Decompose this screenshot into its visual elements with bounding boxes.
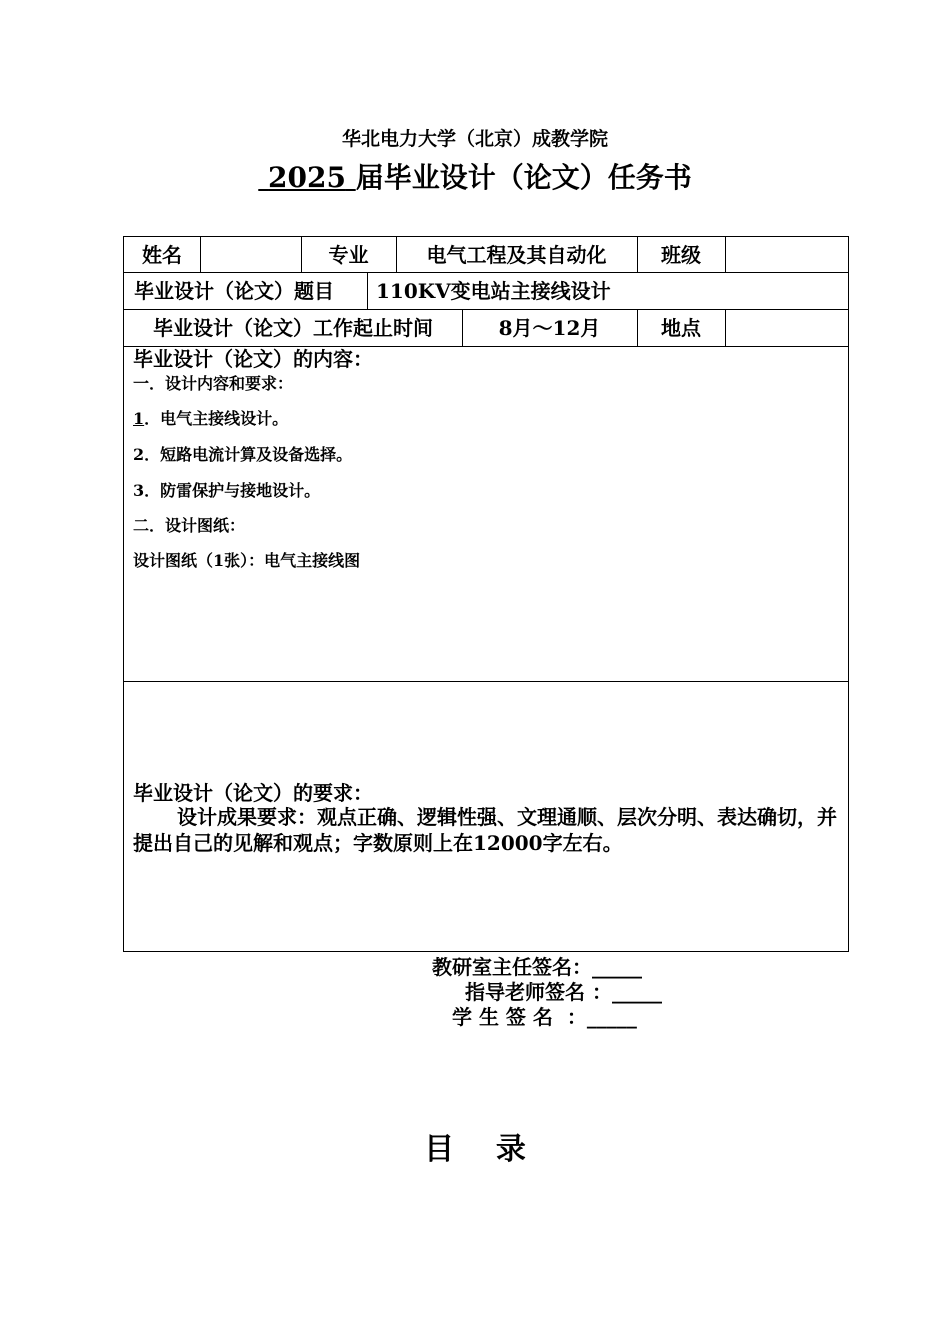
topic-value: 110KV变电站主接线设计 bbox=[376, 279, 611, 303]
topic-label: 毕业设计（论文）题目 bbox=[134, 279, 334, 303]
time-label: 毕业设计（论文）工作起止时间 bbox=[153, 316, 433, 340]
document-title bbox=[0, 156, 950, 196]
title-text: 届毕业设计（论文）任务书 bbox=[355, 161, 692, 194]
student-signature: 学 生 签 名 ：_____ bbox=[452, 1005, 637, 1029]
major-label: 专业 bbox=[328, 243, 369, 267]
toc-title: 目 录 bbox=[424, 1132, 526, 1167]
drawing-item: 设计图纸（1张）：电气主接线图 bbox=[133, 551, 361, 570]
col-divider bbox=[725, 237, 726, 272]
task-form bbox=[123, 236, 849, 952]
item-number: 3 bbox=[133, 481, 145, 500]
requirements-body: 设计成果要求：观点正确、逻辑性强、文理通顺、层次分明、表达确切，并提出自己的见解和观点；字数原则上在12000字左右。 bbox=[133, 805, 837, 855]
time-value: 8月～12月 bbox=[498, 316, 601, 340]
item-text: ．短路电流计算及设备选择。 bbox=[144, 445, 353, 464]
row-divider bbox=[124, 681, 848, 682]
content-item bbox=[133, 445, 352, 465]
major-value: 电气工程及其自动化 bbox=[426, 243, 607, 267]
director-signature: 教研室主任签名：_____ bbox=[432, 955, 642, 979]
content-heading: 毕业设计（论文）的内容： bbox=[133, 347, 373, 371]
design-section-heading: 一．设计内容和要求： bbox=[133, 374, 294, 393]
item-text: ．电气主接线设计。 bbox=[144, 409, 289, 428]
item-number: 1 bbox=[133, 409, 145, 428]
drawings-section-heading: 二．设计图纸： bbox=[133, 516, 246, 535]
class-label: 班级 bbox=[661, 243, 701, 267]
title-year: 2025 bbox=[268, 161, 346, 194]
advisor-signature: 指导老师签名 ：_____ bbox=[465, 980, 662, 1004]
content-item bbox=[133, 481, 320, 501]
name-label: 姓名 bbox=[142, 243, 182, 267]
requirements-heading: 毕业设计（论文）的要求： bbox=[133, 781, 373, 805]
school-name: 华北电力大学（北京）成教学院 bbox=[341, 128, 608, 150]
col-divider bbox=[367, 272, 368, 309]
row-divider bbox=[124, 309, 848, 310]
place-label: 地点 bbox=[661, 316, 701, 340]
item-text: ．防雷保护与接地设计。 bbox=[144, 481, 321, 500]
row-divider bbox=[124, 272, 848, 273]
item-number: 2 bbox=[133, 445, 145, 464]
content-item bbox=[133, 409, 288, 429]
col-divider bbox=[200, 237, 201, 272]
col-divider bbox=[725, 309, 726, 346]
